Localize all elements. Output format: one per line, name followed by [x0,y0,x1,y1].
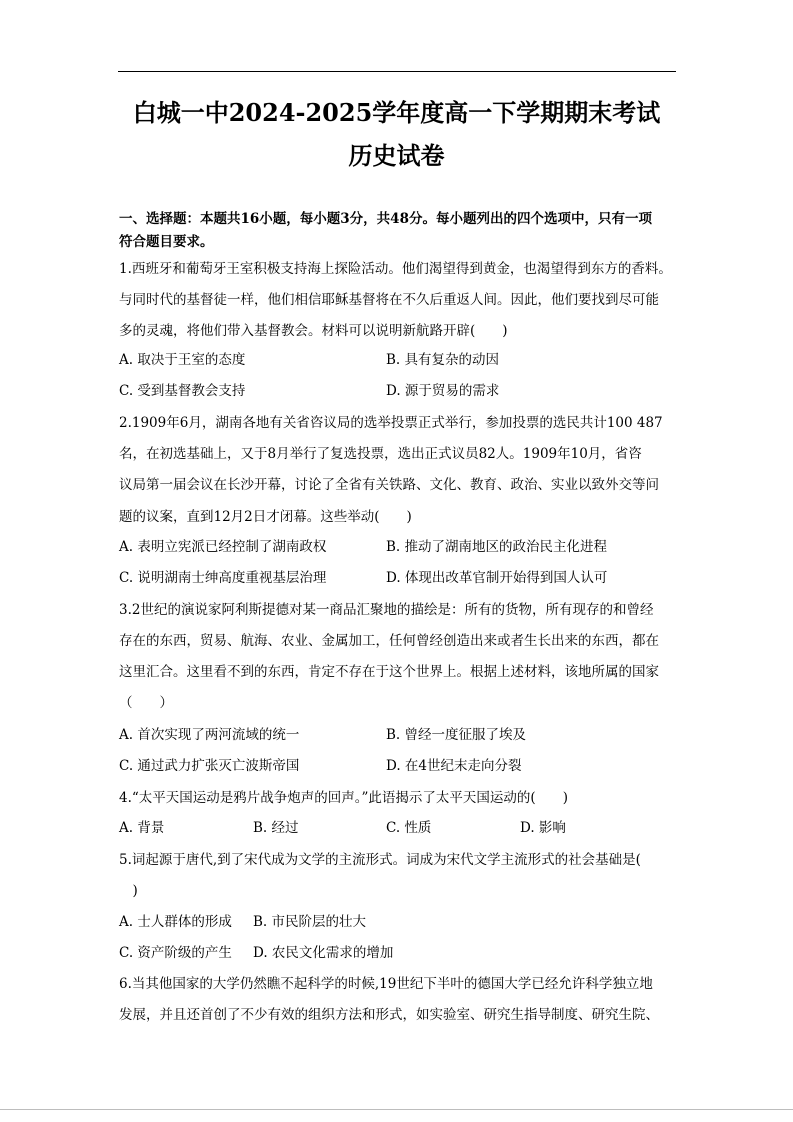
q5-option-a[interactable]: A. 士人群体的形成 [119,914,232,930]
q5-stem-line-2: ) [119,883,138,899]
q3-option-a[interactable]: A. 首次实现了两河流域的统一 [119,727,300,743]
q2-option-d[interactable]: D. 体现出改革官制开始得到国人认可 [386,570,608,586]
q3-option-d[interactable]: D. 在4世纪末走向分裂 [386,758,522,774]
q3-option-c[interactable]: C. 通过武力扩张灭亡波斯帝国 [119,758,300,774]
q2-option-a[interactable]: A. 表明立宪派已经控制了湖南政权 [119,539,327,555]
header-rule [118,71,676,72]
q2-stem-line-3: 议局第一届会议在长沙开幕，讨论了全省有关铁路、文化、教育、政治、实业以致外交等问 [119,477,659,493]
q2-option-c[interactable]: C. 说明湖南士绅高度重视基层治理 [119,570,327,586]
q2-stem-line-2: 名，在初选基础上，又于8月举行了复选投票，选出正式议员82人。1909年10月，省咨 [119,446,642,462]
exam-subtitle: 历史试卷 [348,141,445,170]
q4-option-a[interactable]: A. 背景 [119,820,165,836]
page-bottom-rule [0,1109,793,1110]
q4-option-b[interactable]: B. 经过 [253,820,299,836]
q3-option-b[interactable]: B. 曾经一度征服了埃及 [386,727,527,743]
q6-stem-line-2: 发展，并且还首创了不少有效的组织方法和形式，如实验室、研究生指导制度、研究生院、 [119,1007,659,1023]
section-heading-cont: 符合题目要求。 [119,234,214,250]
q5-stem-line-1: 5.词起源于唐代,到了宋代成为文学的主流形式。词成为宋代文学主流形式的社会基础是( [119,852,641,868]
q1-option-a[interactable]: A. 取决于王室的态度 [119,352,246,368]
q2-stem-line-1: 2.1909年6月，湖南各地有关省咨议局的选举投票正式举行，参加投票的选民共计100 487 [119,415,663,431]
q1-stem-line-3: 多的灵魂，将他们带入基督教会。材料可以说明新航路开辟( ) [119,323,508,339]
q1-stem-line-1: 1.西班牙和葡萄牙王室积极支持海上探险活动。他们渴望得到黄金，也渴望得到东方的香料。 [119,261,672,277]
q1-option-b[interactable]: B. 具有复杂的动因 [386,352,500,368]
q5-option-c[interactable]: C. 资产阶级的产生 [119,945,232,961]
q2-stem-line-4: 题的议案，直到12月2日才闭幕。这些举动( ) [119,509,412,525]
q6-stem-line-1: 6.当其他国家的大学仍然瞧不起科学的时候,19世纪下半叶的德国大学已经允许科学独立地 [119,976,653,992]
q5-option-b[interactable]: B. 市民阶层的壮大 [253,914,367,930]
q1-option-c[interactable]: C. 受到基督教会支持 [119,383,246,399]
q1-option-d[interactable]: D. 源于贸易的需求 [386,383,500,399]
q4-option-c[interactable]: C. 性质 [386,820,432,836]
q4-option-d[interactable]: D. 影响 [520,820,566,836]
q3-stem-line-1: 3.2世纪的演说家阿利斯提德对某一商品汇聚地的描绘是：所有的货物，所有现存的和曾经 [119,602,654,618]
section-heading: 一、选择题：本题共16小题，每小题3分，共48分。每小题列出的四个选项中，只有一项 [119,211,652,227]
q3-stem-line-4: （ ） [119,695,173,711]
q1-stem-line-2: 与同时代的基督徒一样，他们相信耶稣基督将在不久后重返人间。因此，他们要找到尽可能 [119,292,659,308]
q4-stem-line-1: 4.“太平天国运动是鸦片战争炮声的回声。”此语揭示了太平天国运动的( ) [119,790,568,806]
q2-option-b[interactable]: B. 推动了湖南地区的政治民主化进程 [386,539,608,555]
q3-stem-line-3: 这里汇合。这里看不到的东西，肯定不存在于这个世界上。根据上述材料，该地所属的国家 [119,664,659,680]
q3-stem-line-2: 存在的东西，贸易、航海、农业、金属加工，任何曾经创造出来或者生长出来的东西，都在 [119,633,659,649]
q5-option-d[interactable]: D. 农民文化需求的增加 [253,945,394,961]
exam-title: 白城一中2024-2025学年度高一下学期期末考试 [132,98,661,127]
